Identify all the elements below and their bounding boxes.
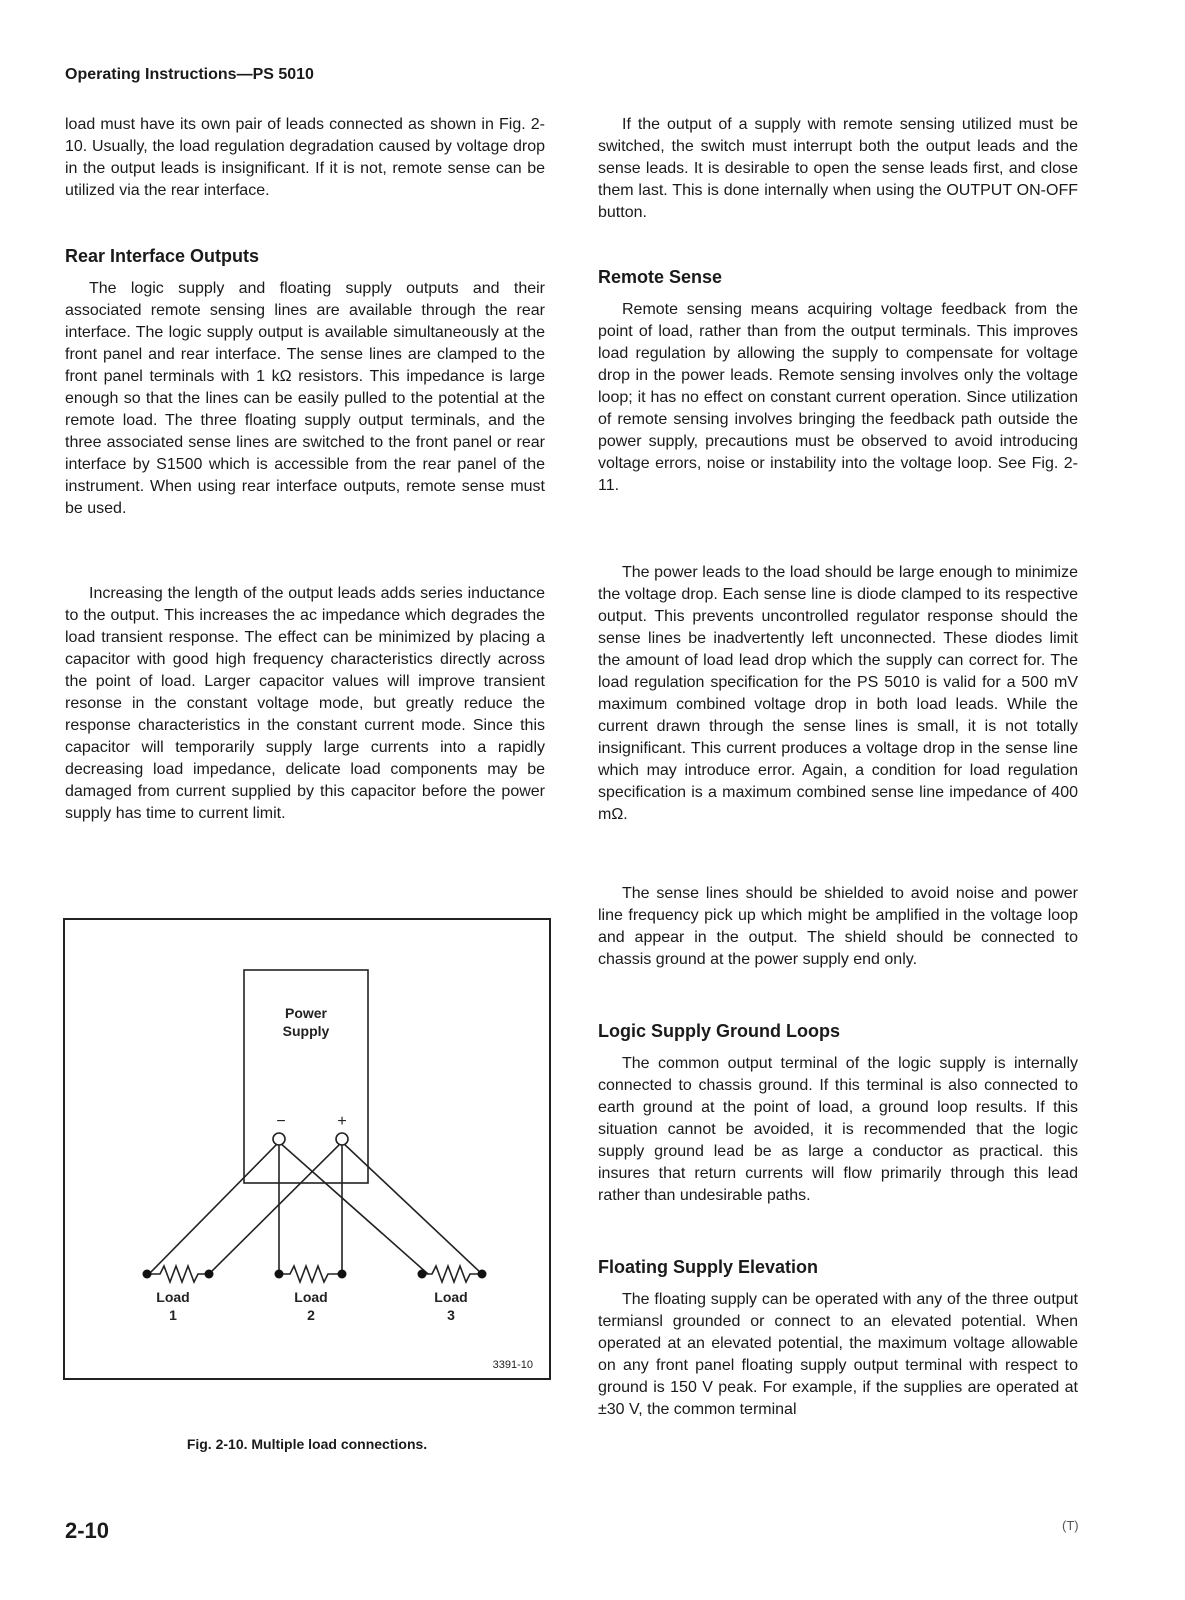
ground-loops-heading: Logic Supply Ground Loops: [598, 1021, 840, 1041]
page-number: 2-10: [65, 1518, 110, 1543]
load1-right-node: [205, 1270, 214, 1279]
floating-section: [598, 1255, 1078, 1421]
load3-label: Load: [434, 1289, 468, 1305]
resistor-load3: [422, 1266, 482, 1282]
load1-left-node: [143, 1270, 152, 1279]
load3-number: 3: [447, 1307, 455, 1323]
lead-length-section: [65, 583, 545, 825]
rear-interface-section: [65, 244, 545, 520]
minus-terminal: [273, 1133, 285, 1145]
load1-number: 1: [169, 1307, 177, 1323]
rear-interface-heading: Rear Interface Outputs: [65, 246, 260, 266]
rear-interface-paragraph: The logic supply and floating supply outputs and their associated remote sensing lines are available through the rear interface. The logic supply output is available simultaneously at the front panel and rear interface. The sense lines are clamped to the front panel terminals with 1 kΩ resistors. This impedance is large enough so that the lines can be easily pulled to the potential at the remote load. The three floating supply output terminals, and the three associated sense lines are switched to the front panel or rear interface by S1500 which is accessible from the rear panel of the instrument. When using rear interface outputs, remote sense must be used.: [65, 280, 545, 517]
shield-section: [598, 883, 1078, 971]
left-column-top: [65, 114, 545, 202]
switching-section: [598, 114, 1078, 224]
wire-minus-load1: [149, 1142, 279, 1274]
minus-label: −: [276, 1113, 286, 1130]
power-leads-paragraph: The power leads to the load should be large enough to minimize the voltage drop. Each sense line is diode clamped to its respective output. This prevents uncontrolled regulator response should the sense lines be inadvertently left unconnected. These diodes limit the amount of load lead drop which the supply can correct for. The load regulation specification for the PS 5010 is valid for a 500 mV maximum combined voltage drop in both load leads. While the current drawn through the sense lines is small, it is not totally insignificant. This current produces a voltage drop in the sense line which may introduce error. Again, a condition for load regulation specification is a maximum combined sense line impedance of 400 mΩ.: [598, 564, 1078, 823]
resistor-load2: [279, 1266, 342, 1282]
continued-paragraph: load must have its own pair of leads connected as shown in Fig. 2-10. Usually, the load regulation degradation caused by voltage drop in the output leads is insignificant. If it is not, remote sense can be utilized via the rear interface.: [65, 116, 545, 199]
publisher-logo-mark: (T): [1062, 1518, 1079, 1533]
floating-paragraph: The floating supply can be operated with any of the three output termiansl grounded or connect to an elevated potential. When operated at an elevated potential, the maximum voltage allowable on any front panel floating supply output terminal with respect to ground is 150 V peak. For example, if the supplies are operated at ±30 V, the common terminal: [598, 1291, 1078, 1418]
resistor-load1: [149, 1266, 209, 1282]
wire-plus-load1: [209, 1142, 342, 1274]
plus-label: +: [337, 1113, 347, 1130]
load3-left-node: [418, 1270, 427, 1279]
ground-loops-section: [598, 1019, 1078, 1207]
switching-paragraph: If the output of a supply with remote sensing utilized must be switched, the switch must interrupt both the output leads and the sense leads. It is desirable to open the sense leads first, and close them last. This is done internally when using the OUTPUT ON-OFF button.: [598, 116, 1078, 221]
remote-sense-section: [598, 265, 1078, 497]
load2-label: Load: [294, 1289, 328, 1305]
figure-id: 3391-10: [492, 1359, 533, 1371]
figure-multiple-load-connections: [63, 918, 551, 1380]
load2-right-node: [338, 1270, 347, 1279]
running-head: Operating Instructions—PS 5010: [65, 66, 314, 83]
ground-loops-paragraph: The common output terminal of the logic supply is internally connected to chassis ground. If this terminal is also connected to earth ground at the point of load, a ground loop results. If this situation cannot be avoided, it is recommended that the logic supply ground lead be as large a conductor as practical. this insures that return currents will flow primarily through this lead rather than undesirable paths.: [598, 1055, 1078, 1204]
load1-label: Load: [156, 1289, 190, 1305]
remote-sense-paragraph: Remote sensing means acquiring voltage feedback from the point of load, rather than from the output terminals. This improves load regulation by allowing the supply to compensate for voltage drop in the power leads. Remote sensing involves only the voltage loop; it has no effect on constant current operation. Since utilization of remote sensing involves bringing the feedback path outside the power supply, precautions must be observed to avoid introducing voltage errors, noise or instability into the voltage loop. See Fig. 2-11.: [598, 301, 1078, 494]
circuit-diagram: [65, 920, 549, 1378]
supply-label: Supply: [282, 1023, 330, 1039]
power-leads-section: [598, 562, 1078, 826]
plus-terminal: [336, 1133, 348, 1145]
wire-minus-load3: [279, 1142, 428, 1274]
shield-paragraph: The sense lines should be shielded to avoid noise and power line frequency pick up which might be amplified in the voltage loop and appear in the output. The shield should be connected to chassis ground at the power supply end only.: [598, 885, 1078, 968]
load2-number: 2: [307, 1307, 315, 1323]
figure-caption: Fig. 2-10. Multiple load connections.: [186, 1436, 428, 1452]
power-supply-box: [244, 970, 368, 1183]
load3-right-node: [478, 1270, 487, 1279]
remote-sense-heading: Remote Sense: [598, 267, 723, 287]
load2-left-node: [275, 1270, 284, 1279]
wire-plus-load3: [342, 1142, 482, 1274]
floating-heading: Floating Supply Elevation: [598, 1257, 819, 1277]
lead-length-paragraph: Increasing the length of the output leads adds series inductance to the output. This increases the ac impedance which degrades the load transient response. The effect can be minimized by placing a capacitor with good high frequency characteristics directly across the point of load. Larger capacitor values will improve transient resonse in the constant voltage mode, but greatly reduce the response characteristics in the constant current mode. Since this capacitor will temporarily supply large currents into a rapidly decreasing load impedance, delicate load components may be damaged from current supplied by this capacitor before the power supply has time to current limit.: [65, 585, 545, 822]
power-label: Power: [284, 1005, 328, 1021]
